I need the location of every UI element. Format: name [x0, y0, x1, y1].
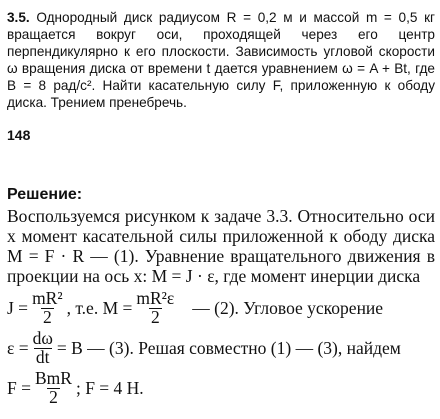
- fraction-denominator: 2: [150, 306, 160, 327]
- eq3-left: ε =: [7, 338, 29, 358]
- solution-paragraph: Воспользуемся рисунком к задаче 3.3. Относительно оси x момент касательной силы приложенной к ободу диска M = F · R — (1). Уравнение вращательного движения в проекции на ось x: M = J · ε, где момент инерции диска: [7, 206, 435, 286]
- fraction-denominator: 2: [42, 306, 52, 327]
- fraction-numerator: dω: [32, 328, 53, 348]
- solution-title: Решение:: [7, 186, 83, 203]
- fraction-force: [33, 370, 74, 406]
- fraction-inertia: [30, 290, 65, 326]
- eq3-right: = B — (3). Решая совместно (1) — (3), найдем: [56, 338, 401, 358]
- fraction-numerator: BmR: [34, 368, 72, 388]
- equation-acceleration: [7, 330, 435, 366]
- fraction-numerator: mR²ε: [136, 288, 175, 308]
- eq4-right: ; F = 4 Н.: [75, 378, 144, 398]
- eq2-mid: , т.е. M =: [66, 298, 133, 318]
- eq4-left: F =: [7, 378, 31, 398]
- problem-number: 3.5.: [7, 10, 30, 25]
- solution-body: [7, 206, 435, 406]
- fraction-denominator: 2: [49, 386, 58, 407]
- fraction-moment: [134, 290, 176, 326]
- equation-force: [7, 370, 435, 406]
- eq2-left: J =: [7, 298, 29, 318]
- fraction-numerator: mR²: [32, 288, 63, 308]
- fraction-denominator: dt: [35, 346, 50, 367]
- fraction-derivative: [31, 330, 55, 366]
- problem-text: [7, 9, 435, 111]
- eq2-right: — (2). Угловое ускорение: [192, 298, 384, 318]
- equation-inertia: [7, 290, 435, 326]
- page-number: 148: [7, 127, 31, 143]
- problem-statement: Однородный диск радиусом R = 0,2 м и массой m = 0,5 кг вращается вокруг оси, проходящей через его центр перпендикулярно к его плоскости. Зависимость угловой скорости ω вращения диска от времени t дается уравнением ω = A + Bt, где B = 8 рад/с². Найти касательную силу F, приложенную к ободу диска. Трением пренебречь.: [7, 10, 435, 110]
